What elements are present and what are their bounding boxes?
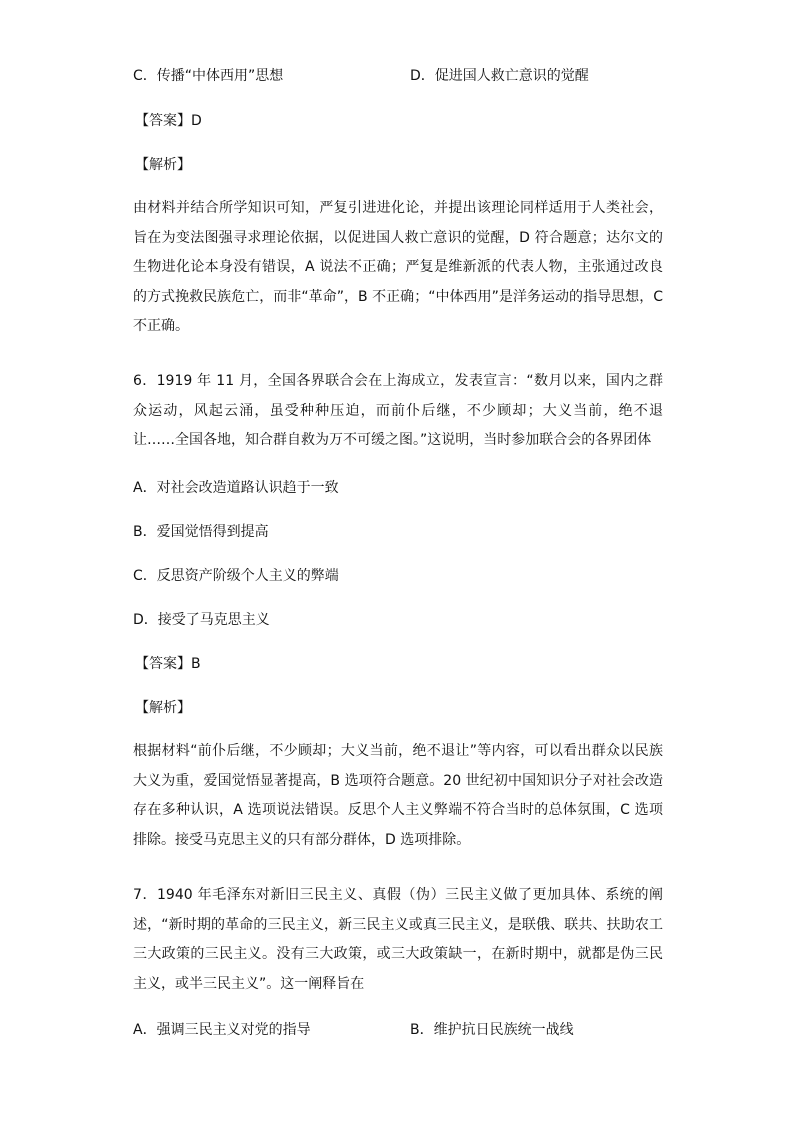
q5-answer: 【答案】D — [135, 113, 202, 129]
q6-stem: 6．1919 年 11 月，全国各界联合会在上海成立，发表宣言：“数月以来，国内之群众运动，风起云涌，虽受种种压迫，而前仆后继，不少顾却；大义当前，绝不退让……全国各地，知合群自救为万不可缓之图。”这说明，当时参加联合会的各界团体 — [133, 373, 663, 448]
q7-stem: 7．1940 年毛泽东对新旧三民主义、真假（伪）三民主义做了更加具体、系统的阐述，“新时期的革命的三民主义，新三民主义或真三民主义，是联俄、联共、扶助农工三大政策的三民主义。没有三大政策，或三大政策缺一，在新时期中，就都是伪三民主义，或半三民主义”。这一阐释旨在 — [133, 887, 663, 992]
q6-analysis-label: 【解析】 — [135, 700, 191, 716]
q6-analysis-text: 根据材料“前仆后继，不少顾却；大义当前，绝不退让”等内容，可以看出群众以民族大义为重，爱国觉悟显著提高，B 选项符合题意。20 世纪初中国知识分子对社会改造存在多种认识，A 选项说法错误。反思个人主义弊端不符合当时的总体氛围，C 选项排除。接受马克思主义的只有部分群体，D 选项排除。 — [133, 743, 663, 848]
q5-option-d: D．促进国人救亡意识的觉醒 — [410, 68, 589, 84]
q6-answer: 【答案】B — [135, 656, 201, 672]
q6-option-c: C．反思资产阶级个人主义的弊端 — [133, 568, 339, 584]
q6-option-a: A．对社会改造道路认识趋于一致 — [133, 480, 339, 496]
q6-option-d: D．接受了马克思主义 — [133, 612, 270, 628]
q5-analysis-label: 【解析】 — [135, 157, 191, 173]
q6-option-b: B．爱国觉悟得到提高 — [133, 524, 269, 540]
q7-option-b: B．维护抗日民族统一战线 — [410, 1022, 574, 1038]
q7-option-a: A．强调三民主义对党的指导 — [133, 1022, 311, 1038]
q5-analysis-text: 由材料并结合所学知识可知，严复引进进化论，并提出该理论同样适用于人类社会，旨在为变法图强寻求理论依据，以促进国人救亡意识的觉醒，D 符合题意；达尔文的生物进化论本身没有错误，A 说法不正确；严复是维新派的代表人物，主张通过改良的方式挽救民族危亡，而非“革命”，B 不正确；“中体西用”是洋务运动的指导思想，C 不正确。 — [133, 200, 663, 334]
q5-option-c: C．传播“中体西用”思想 — [133, 68, 284, 84]
